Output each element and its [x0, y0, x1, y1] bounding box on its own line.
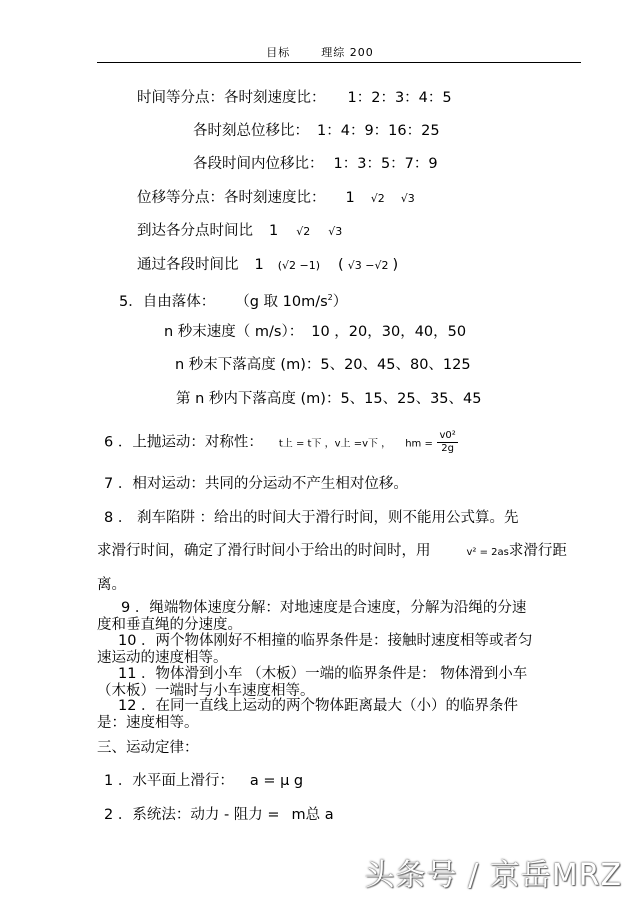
para-cart-slide: 11 ．物体滑到小车 （木板）一端的临界条件是： 物体滑到小车 （木板）一端时与小车速度相等。 [97, 666, 528, 699]
max-height-fraction: $\frac{\text{v0²}}{2g}$ [439, 430, 456, 454]
line-brake-trap-3: 离。 [97, 577, 126, 593]
line-brake-trap-2: 求滑行时间，确定了滑行时间小于给出的时间时，用 v² = 2as求滑行距 [97, 543, 567, 559]
line-horizontal-slide: 1 ．水平面上滑行： a = μ g [104, 773, 304, 789]
line-nth-second-height: n 秒末下落高度 (m)：5、20、45、80、125 [175, 357, 471, 373]
line-free-fall: 5．自由落体： （g 取 $10m/s^2$） [119, 293, 348, 310]
line-vertical-throw: 6 ．上抛运动：对称性： t上 = t下 ，v上 =v下 ， hm = $\frac{\text{v0²}}{2g}$ [104, 430, 456, 454]
line-segment-time: 通过各段时间比 1 (√2 −1) ( √3 −√2 ) [137, 257, 399, 273]
section-3-title: 三、运动定律： [97, 740, 199, 756]
line-arrival-time: 到达各分点时间比 1 √2 √3 [137, 223, 343, 239]
header-left: 目标 [266, 46, 291, 59]
line-time-equal-speed: 时间等分点：各时刻速度比： 1：2：3：4：5 [137, 90, 452, 106]
para-max-distance: 12 ．在同一直线上运动的两个物体距离最大（小）的临界条件是：速度相等。 [97, 698, 519, 731]
line-total-displacement: 各时刻总位移比： 1：4：9：16：25 [193, 123, 440, 139]
watermark: 头条号 / 京岳MRZ [364, 858, 622, 893]
line-brake-trap: 8 ． 刹车陷阱 ：给出的时间大于滑行时间，则不能用公式算。先 [104, 510, 519, 526]
line-system-method: 2 ．系统法：动力 - 阻力 = m总 a [104, 807, 334, 823]
page-header [0, 44, 640, 60]
line-segment-displacement: 各段时间内位移比： 1：3：5：7：9 [193, 156, 438, 172]
line-displacement-speed: 位移等分点：各时刻速度比： 1 √2 √3 [137, 190, 415, 206]
line-relative-motion: 7 ．相对运动：共同的分运动不产生相对位移。 [104, 476, 408, 492]
line-nth-second-interval: 第 n 秒内下落高度 (m)：5、15、25、35、45 [176, 391, 482, 407]
header-right: 理综 200 [321, 46, 374, 59]
para-rope-velocity: 9 ．绳端物体速度分解：对地速度是合速度，分解为沿绳的分速度和垂直绳的分速度。 [97, 600, 527, 633]
para-no-collision: 10 ．两个物体刚好不相撞的临界条件是：接触时速度相等或者匀速运动的速度相等。 [97, 633, 533, 666]
line-nth-second-speed: n 秒末速度（ m/s）： 10 ，20，30，40，50 [164, 324, 467, 340]
header-rule [97, 62, 581, 63]
